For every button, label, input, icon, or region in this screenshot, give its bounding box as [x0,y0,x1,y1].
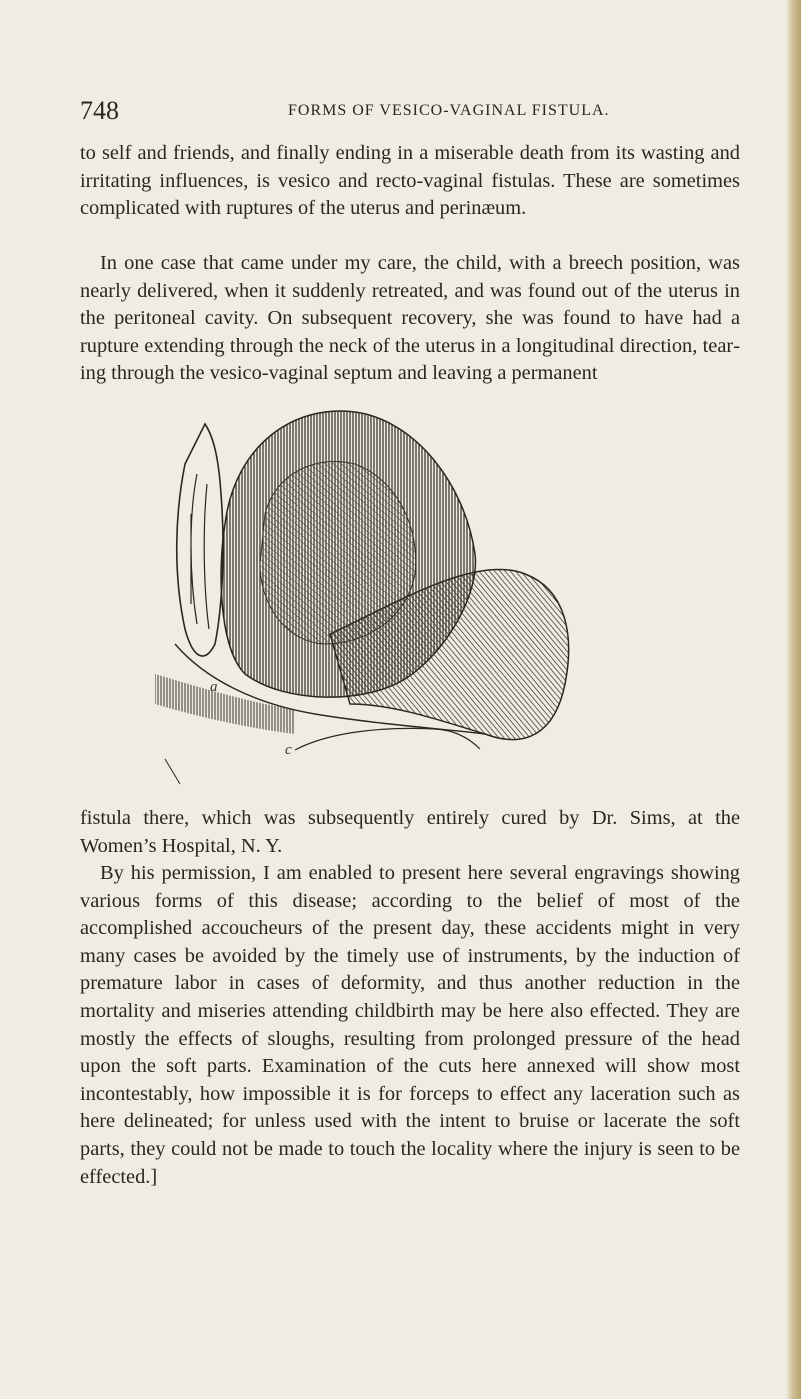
left-fold-lines [191,474,209,629]
figure-label-c: c [285,742,292,758]
page-number: 748 [80,96,119,125]
page-header [80,96,740,126]
anatomical-engraving [145,404,620,792]
septum-line [295,728,480,750]
running-head: FORMS OF VESICO-VAGINAL FISTULA. [288,102,610,119]
paragraph-1: to self and friends, and finally ending in a miserable death from its wasting and irritating influences, is vesico and recto-vaginal fistulas. These are sometimes complicated with ruptures of the uterus and perinæum. [80,142,740,220]
pointer-line [165,759,180,784]
left-fold-outline [177,424,223,656]
paragraph-2: In one case that came under my care, the child, with a breech position, was nearly delivered, when it suddenly retreated, and was found out of the uterus in the peritoneal cavity. On subsequent recovery, she was found to have had a rupture extending through the neck of the uterus in a longitudinal direction, tearing through the vesico-vaginal septum and leaving a permanent [80,252,740,385]
engraving-svg [145,404,620,792]
paragraph-3: fistula there, which was subsequently entirely cured by Dr. Sims, at the Women’s Hospital, N. Y. [80,807,740,857]
paragraph-4: By his permission, I am enabled to present here several engravings showing various forms of this disease; according to the belief of most of the accomplished accoucheurs of the present day, these accidents might in very many cases be avoided by the timely use of instruments, by the induction of premature labor in cases of deformity, and thus another reduction in the mortality and miseries attending childbirth may be here also effected. They are mostly the effects of sloughs, resulting from prolonged pressure of the head upon the soft parts. Examination of the cuts here annexed will show most incontestably, how impossible it is for forceps to effect any laceration such as here delineated; for unless used with the intent to bruise or lacerate the soft parts, they could not be made to touch the locality where the injury is seen to be effected.] [80,862,740,1188]
figure-label-a: a [210,679,218,695]
page-edge [787,0,801,1399]
